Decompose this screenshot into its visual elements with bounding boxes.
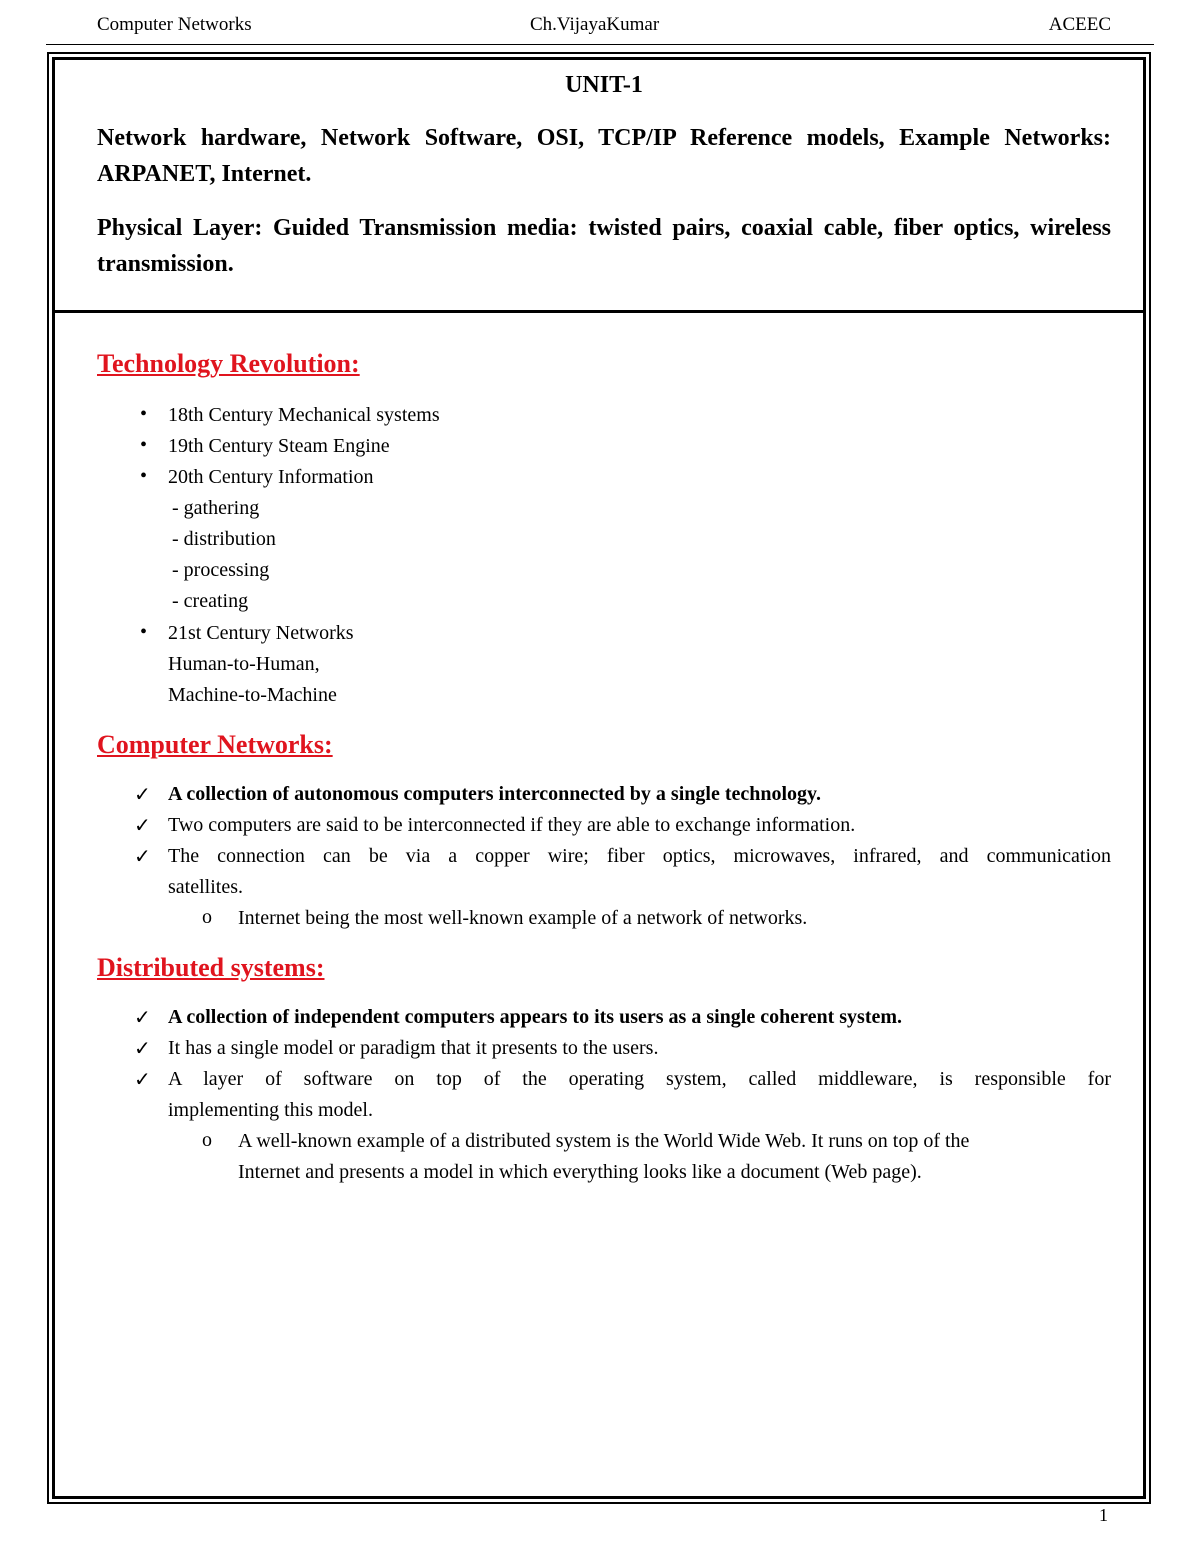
- ds-point-3-line-2: implementing this model.: [168, 1099, 373, 1121]
- tech-item-18th: 18th Century Mechanical systems: [168, 404, 440, 426]
- bullet-icon: •: [140, 403, 148, 425]
- cn-heading: Computer Networks:: [97, 730, 333, 759]
- tech-item-19th: 19th Century Steam Engine: [168, 435, 390, 457]
- ds-point-1: A collection of independent computers appears to its users as a single coherent system.: [168, 1006, 903, 1028]
- unit-topics-1: Network hardware, Network Software, OSI, TCP/IP Reference models, Example Networks: ARPANET, Internet.: [97, 125, 1111, 187]
- unit-title: UNIT-1: [565, 72, 643, 98]
- tech-sub-gathering: - gathering: [172, 497, 260, 519]
- ds-point-2: It has a single model or paradigm that it presents to the users.: [168, 1037, 659, 1059]
- bullet-icon: •: [140, 465, 148, 487]
- unit-divider: [52, 310, 1146, 313]
- check-icon: ✓: [134, 1067, 151, 1091]
- header-rule: [46, 44, 1154, 45]
- unit-topics-2: Physical Layer: Guided Transmission media: twisted pairs, coaxial cable, fiber optics, wireless transmission.: [97, 215, 1111, 277]
- ds-subpoint-line-1: A well-known example of a distributed system is the World Wide Web. It runs on top of the: [238, 1130, 970, 1152]
- tech-heading: Technology Revolution:: [97, 349, 360, 378]
- circle-bullet-icon: o: [202, 1129, 212, 1151]
- check-icon: ✓: [134, 844, 151, 868]
- check-icon: ✓: [134, 1005, 151, 1029]
- tech-sub-creating: - creating: [172, 590, 249, 612]
- tech-sub-processing: - processing: [172, 559, 270, 581]
- circle-bullet-icon: o: [202, 906, 212, 928]
- cn-point-3-line-2: satellites.: [168, 876, 243, 898]
- check-icon: ✓: [134, 782, 151, 806]
- cn-point-3-line-1: The connection can be via a copper wire; fiber optics, microwaves, infrared, and communication: [168, 845, 1111, 867]
- ds-heading: Distributed systems:: [97, 953, 325, 982]
- bullet-icon: •: [140, 434, 148, 456]
- header-center: Ch.VijayaKumar: [530, 14, 660, 35]
- tech-21st-human: Human-to-Human,: [168, 653, 320, 675]
- tech-sub-distribution: - distribution: [172, 528, 276, 550]
- tech-21st-machine: Machine-to-Machine: [168, 684, 337, 706]
- tech-item-20th: 20th Century Information: [168, 466, 374, 488]
- ds-subpoint-line-2: Internet and presents a model in which everything looks like a document (Web page).: [238, 1161, 922, 1183]
- check-icon: ✓: [134, 1036, 151, 1060]
- header-right: ACEEC: [1048, 14, 1111, 35]
- cn-point-1: A collection of autonomous computers interconnected by a single technology.: [168, 783, 821, 805]
- tech-item-21st: 21st Century Networks: [168, 622, 354, 644]
- check-icon: ✓: [134, 813, 151, 837]
- page-number: 1: [1099, 1505, 1108, 1525]
- cn-point-2: Two computers are said to be interconnected if they are able to exchange information.: [168, 814, 856, 836]
- ds-point-3-line-1: A layer of software on top of the operating system, called middleware, is responsible for: [168, 1068, 1111, 1090]
- cn-subpoint-1: Internet being the most well-known example of a network of networks.: [238, 907, 808, 929]
- header-left: Computer Networks: [97, 14, 252, 35]
- bullet-icon: •: [140, 621, 148, 643]
